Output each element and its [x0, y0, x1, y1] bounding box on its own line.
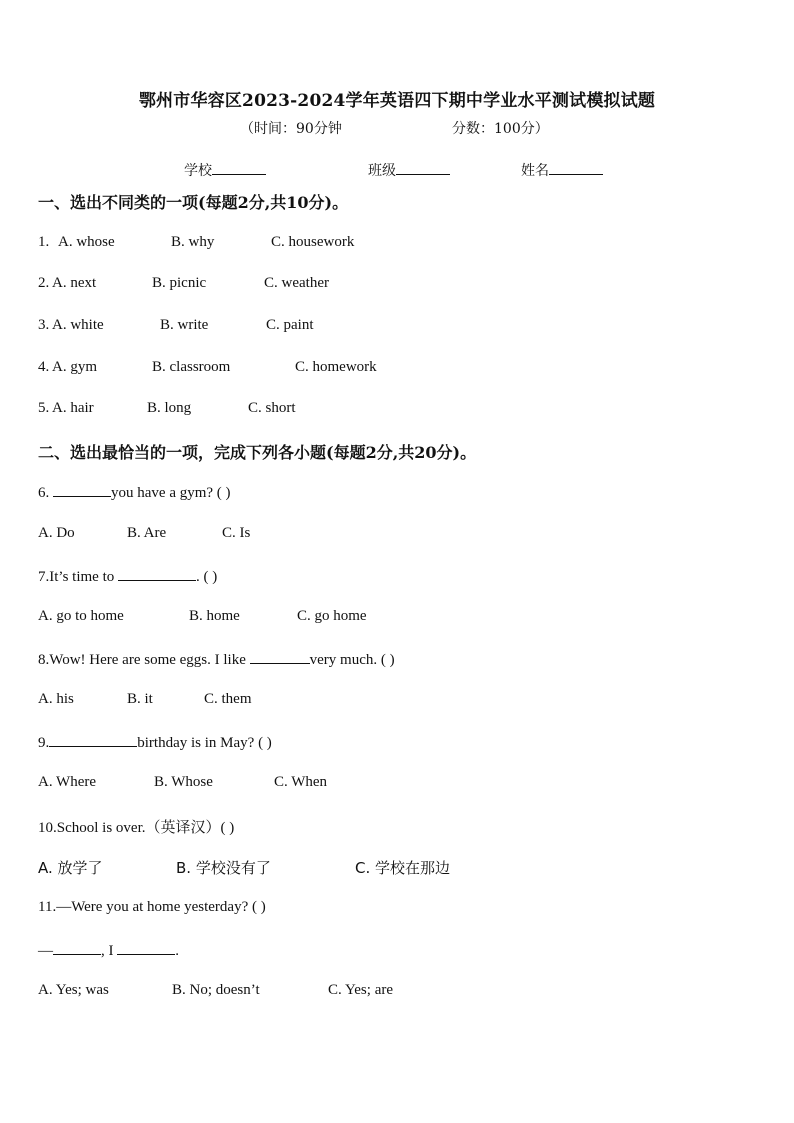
q11-blank-2[interactable]: [117, 941, 175, 955]
q8-option-a[interactable]: A. his: [38, 691, 74, 707]
q7-option-a[interactable]: A. go to home: [38, 608, 124, 624]
time-label: （时间：90分钟: [240, 121, 342, 137]
q6-prefix: 6.: [38, 485, 53, 501]
q1-option-b[interactable]: B. why: [171, 234, 215, 250]
question-10: [38, 816, 234, 837]
question-9: [38, 733, 272, 752]
q7-text: . ( ): [196, 569, 218, 585]
q10-option-a[interactable]: A. 放学了: [38, 859, 103, 877]
q8-option-c[interactable]: C. them: [204, 691, 252, 707]
q7-option-c[interactable]: C. go home: [297, 608, 367, 624]
q11-text: 11.—Were you at home yesterday? ( ): [38, 899, 266, 915]
q11-blank-1[interactable]: [53, 941, 101, 955]
q8-text: very much. ( ): [309, 652, 395, 668]
q9-option-b[interactable]: B. Whose: [154, 774, 213, 790]
q1-option-a[interactable]: A. whose: [58, 234, 115, 250]
q2-option-a[interactable]: A. next: [52, 275, 97, 291]
class-label: 班级: [368, 163, 396, 179]
q9-option-c[interactable]: C. When: [274, 774, 328, 790]
q7-option-b[interactable]: B. home: [189, 608, 240, 624]
q10-text: 10.School is over.（英译汉）( ): [38, 820, 235, 836]
q7-prefix: 7.It’s time to: [38, 569, 118, 585]
question-4: [38, 359, 49, 376]
q1-num: 1.: [38, 234, 50, 250]
q6-option-c[interactable]: C. Is: [222, 525, 251, 541]
question-2: [38, 275, 49, 292]
q9-text: birthday is in May? ( ): [137, 735, 272, 751]
school-label: 学校: [184, 163, 212, 179]
question-11: [38, 899, 266, 916]
class-blank[interactable]: [396, 160, 450, 175]
q4-num: 4.: [38, 359, 50, 375]
q4-option-a[interactable]: A. gym: [52, 359, 97, 375]
q9-prefix: 9.: [38, 735, 50, 751]
name-field: [521, 160, 603, 180]
q8-prefix: 8.Wow! Here are some eggs. I like: [38, 652, 250, 668]
question-7: [38, 567, 217, 586]
q8-blank[interactable]: [250, 650, 310, 664]
q4-option-b[interactable]: B. classroom: [152, 359, 231, 375]
question-5: [38, 400, 49, 417]
q11-option-c[interactable]: C. Yes; are: [328, 982, 394, 998]
q5-option-b[interactable]: B. long: [147, 400, 192, 416]
q10-option-c[interactable]: C. 学校在那边: [355, 859, 451, 877]
question-1: [38, 234, 49, 251]
q4-option-c[interactable]: C. homework: [295, 359, 377, 375]
q10-option-b[interactable]: B. 学校没有了: [176, 859, 271, 877]
q2-num: 2.: [38, 275, 50, 291]
q6-blank[interactable]: [53, 483, 111, 497]
q1-option-c[interactable]: C. housework: [271, 234, 355, 250]
q6-text: you have a gym? ( ): [111, 485, 231, 501]
q6-option-b[interactable]: B. Are: [127, 525, 167, 541]
question-3: [38, 317, 49, 334]
name-label: 姓名: [521, 163, 549, 179]
q5-option-c[interactable]: C. short: [248, 400, 296, 416]
class-field: [368, 160, 450, 180]
section-2-heading: 二、选出最恰当的一项，完成下列各小题(每题2分,共20分)。: [38, 443, 477, 462]
q11-answer-line: [38, 941, 179, 960]
q11-dash: —: [38, 943, 53, 959]
school-blank[interactable]: [212, 160, 266, 175]
q9-option-a[interactable]: A. Where: [38, 774, 97, 790]
q3-num: 3.: [38, 317, 50, 333]
q6-option-a[interactable]: A. Do: [38, 525, 75, 541]
score-label: 分数：100分）: [452, 121, 549, 137]
q8-option-b[interactable]: B. it: [127, 691, 153, 707]
q11-option-b[interactable]: B. No; doesn’t: [172, 982, 260, 998]
q3-option-c[interactable]: C. paint: [266, 317, 314, 333]
q9-blank[interactable]: [49, 733, 137, 747]
q3-option-b[interactable]: B. write: [160, 317, 209, 333]
q5-num: 5.: [38, 400, 50, 416]
q7-blank[interactable]: [118, 567, 196, 581]
q5-option-a[interactable]: A. hair: [52, 400, 94, 416]
question-6: [38, 483, 231, 502]
section-1-heading: 一、选出不同类的一项(每题2分,共10分)。: [38, 193, 349, 212]
q11-mid: , I: [101, 943, 118, 959]
school-field: [184, 160, 266, 180]
q11-option-a[interactable]: A. Yes; was: [38, 982, 109, 998]
q11-end: .: [175, 943, 179, 959]
page-title: 鄂州市华容区2023-2024学年英语四下期中学业水平测试模拟试题: [138, 91, 656, 111]
name-blank[interactable]: [549, 160, 603, 175]
q3-option-a[interactable]: A. white: [52, 317, 104, 333]
q2-option-c[interactable]: C. weather: [264, 275, 329, 291]
question-8: [38, 650, 395, 669]
q2-option-b[interactable]: B. picnic: [152, 275, 207, 291]
